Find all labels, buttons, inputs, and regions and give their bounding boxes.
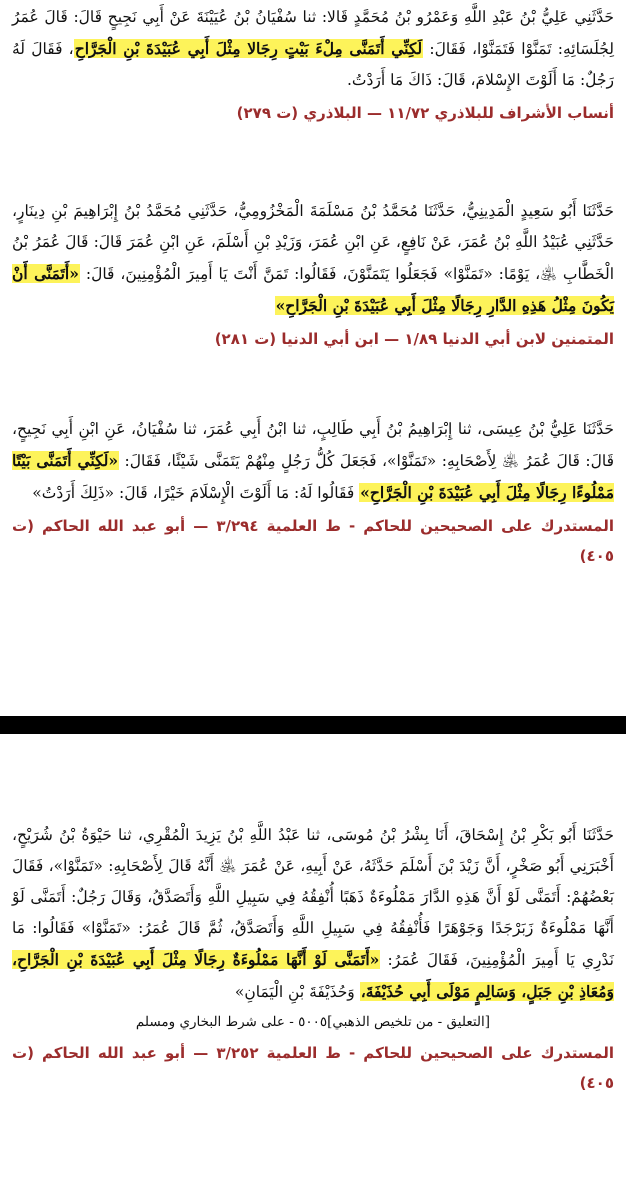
highlighted-quote: «أَتَمَنَّى أَنْ يَكُونَ مِثْلُ هَذِهِ الدَّارِ رِجَالًا مِثْلَ أَبِي عُبَيْدَةَ بْنِ الْجَرَّاحِ» — [12, 264, 614, 315]
hadith-entry-2 — [12, 196, 614, 354]
hadith-text-before: حَدَّثَنِي عَلِيُّ بْنُ عَبْدِ اللَّهِ وَعَمْرُو بْنُ مُحَمَّدٍ قَالا: ثنا سُفْيَانُ بْنُ عُيَيْنَةَ عَنْ أَبِي نَجِيحٍ قَالَ: قَالَ عُمَرُ لِجُلَسَائِهِ: تَمَنَّوْا فَتَمَنَّوْا، فَقَالَ: — [12, 8, 614, 58]
hadith-entry-1 — [12, 2, 614, 128]
source-citation: المتمنين لابن أبي الدنيا ١/٨٩ — ابن أبي الدنيا (ت ٢٨١) — [214, 330, 614, 348]
hadith-text-before: حَدَّثَنَا أَبُو بَكْرِ بْنُ إِسْحَاقَ، أَنَا بِشْرُ بْنُ مُوسَى، ثنا عَبْدُ اللَّهِ بْنُ يَزِيدَ الْمُقْرِي، ثنا حَيْوَةُ بْنُ شُرَيْحٍ، أَخْبَرَنِي أَبُو صَخْرٍ، أَنَّ زَيْدَ بْنَ أَسْلَمَ حَدَّثَهُ، عَنْ أَبِيهِ، عَنْ عُمَرَ ﵁ أَنَّهُ قَالَ لِأَصْحَابِهِ: «تَمَنَّوْا»، فَقَالَ بَعْضُهُمْ: أَتَمَنَّى لَوْ أَنَّ هَذِهِ الدَّارَ مَمْلُوءَةٌ ذَهَبًا أُنْفِقُهُ فِي سَبِيلِ اللَّهِ وَأَتَصَدَّقُ، وَقَالَ رَجُلٌ: أَتَمَنَّى لَوْ أَنَّهَا مَمْلُوءَةٌ زَبَرْجَدًا وَجَوْهَرًا فَأُنْفِقُهُ فِي سَبِيلِ اللَّهِ وَأَتَصَدَّقُ، ثُمَّ قَالَ عُمَرُ: «تَمَنَّوْا» فَقَالُوا: مَا نَدْرِي يَا أَمِيرَ الْمُؤْمِنِينَ، فَقَالَ عُمَرُ: — [12, 826, 614, 969]
hadith-text — [12, 196, 614, 322]
source-citation: المستدرك على الصحيحين للحاكم - ط العلمية ٣/٢٩٤ — أبو عبد الله الحاكم (ت ٤٠٥) — [12, 517, 614, 565]
section-divider — [0, 716, 626, 734]
hadith-entry-4 — [12, 820, 614, 1098]
highlighted-quote: لَكِنِّي أَتَمَنَّى مِلْءَ بَيْتٍ رِجَالا مِثْلَ أَبِي عُبَيْدَةَ بْنِ الْجَرَّاحِ — [74, 39, 423, 58]
hadith-text — [12, 820, 614, 1008]
highlighted-quote: «لَكِنِّي أَتَمَنَّى بَيْتًا مَمْلُوءًا رِجَالًا مِثْلَ أَبِي عُبَيْدَةَ بْنِ الْجَرَّاحِ» — [12, 451, 614, 502]
hadith-text-after: فَقَالُوا لَهُ: مَا أَلَوْتَ الْإِسْلَامَ خَيْرًا، قَالَ: «ذَلِكَ أَرَدْتُ» — [32, 484, 360, 502]
hadith-entry-3 — [12, 414, 614, 571]
highlighted-quote: «أَتَمَنَّى لَوْ أَنَّهَا مَمْلُوءَةٌ رِجَالًا مِثْلَ أَبِي عُبَيْدَةَ بْنِ الْجَرَّاحِ، وَمُعَاذِ بْنِ جَبَلٍ، وَسَالِمٍ مَوْلَى أَبِي حُذَيْفَةَ، — [12, 950, 614, 1001]
hadith-text-before: حَدَّثَنَا أَبُو سَعِيدٍ الْمَدِينِيُّ، حَدَّثَنَا مُحَمَّدُ بْنُ مَسْلَمَةَ الْمَخْزُومِيُّ، حَدَّثَنِي مُحَمَّدُ بْنُ إِبْرَاهِيمَ بْنِ دِينَارٍ، حَدَّثَنِي عُبَيْدُ اللَّهِ بْنُ عُمَرَ، عَنْ نَافِعٍ، عَنِ ابْنِ عُمَرَ، وَزَيْدِ بْنِ أَسْلَمَ، عَنِ ابْنِ عُمَرَ قَالَ: قَالَ عُمَرُ بْنُ الْخَطَّابِ ﵁، يَوْمًا: «تَمَنَّوْا» فَجَعَلُوا يَتَمَنَّوْنَ، فَقَالُوا: تَمَنَّ أَنْتَ يَا أَمِيرَ الْمُؤْمِنِينَ، قَالَ: — [12, 202, 615, 283]
hadith-text-before: حَدَّثَنَا عَلِيُّ بْنُ عِيسَى، ثنا إِبْرَاهِيمُ بْنُ أَبِي طَالِبٍ، ثنا ابْنُ أَبِي عُمَرَ، ثنا سُفْيَانُ، عَنِ ابْنِ أَبِي نَجِيحٍ، قَالَ: قَالَ عُمَرُ ﵁ لِأَصْحَابِهِ: «تَمَنَّوْا»، فَجَعَلَ كُلُّ رَجُلٍ مِنْهُمْ يَتَمَنَّى شَيْئًا، فَقَالَ: — [12, 420, 614, 470]
source-citation: أنساب الأشراف للبلاذري ١١/٧٢ — البلاذري (ت ٢٧٩) — [236, 104, 614, 122]
hadith-text — [12, 414, 614, 509]
dhahabi-note: [التعليق - من تلخيص الذهبي]٥٠٠٥ - على شرط البخاري ومسلم — [135, 1014, 491, 1030]
hadith-text-after: وَحُذَيْفَةَ بْنِ الْيَمَانِ» — [234, 983, 360, 1001]
hadith-text — [12, 2, 614, 96]
source-citation: المستدرك على الصحيحين للحاكم - ط العلمية ٣/٢٥٢ — أبو عبد الله الحاكم (ت ٤٠٥) — [12, 1044, 614, 1092]
hadith-text-after: ، فَقَالَ لَهُ رَجُلٌ: مَا أَلَوْتَ الإِسْلامَ، قَالَ: ذَاكَ مَا أَرَدْتُ. — [12, 40, 614, 89]
